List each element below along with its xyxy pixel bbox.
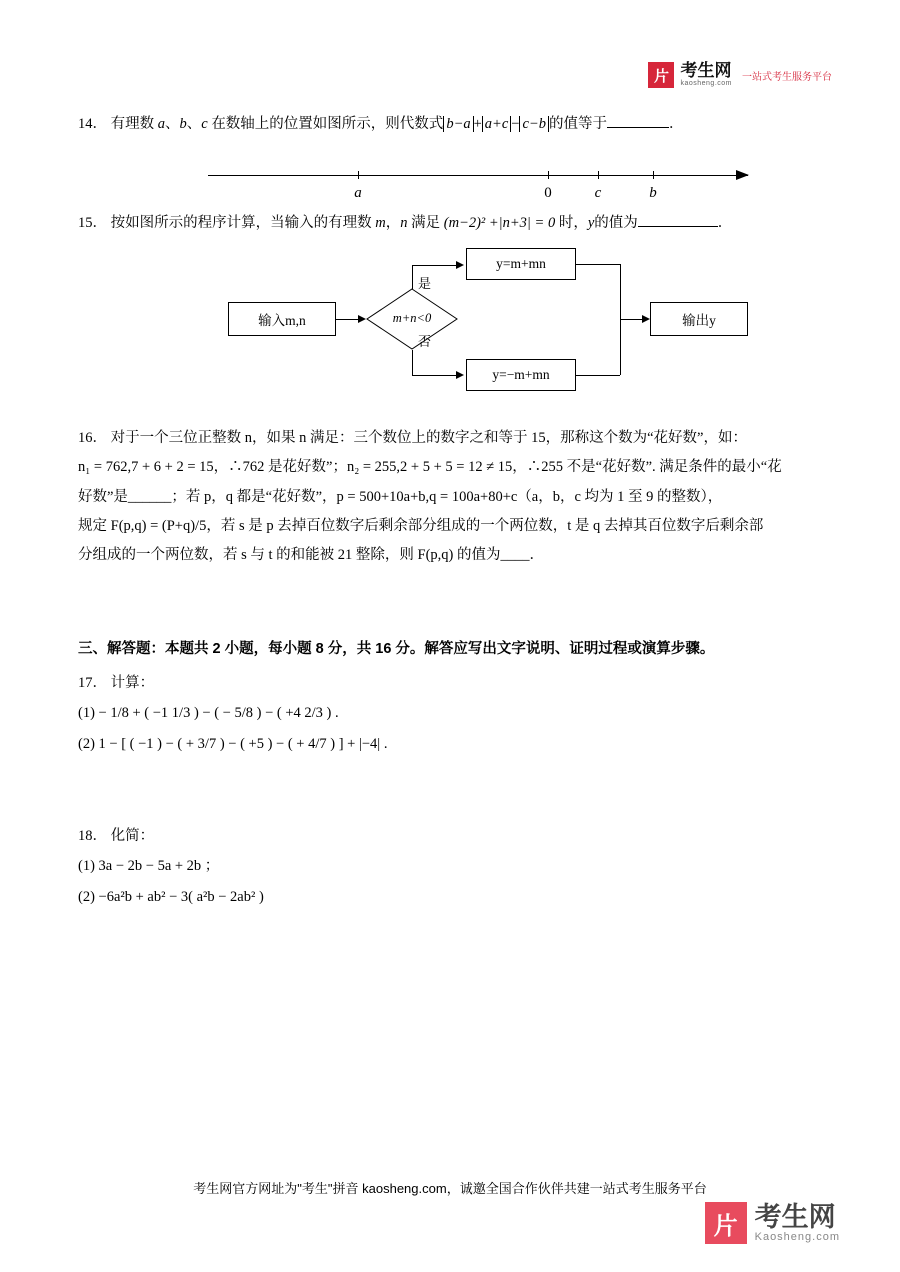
flowchart-no-label: 否 — [418, 333, 432, 349]
document-content — [78, 112, 830, 912]
question-15-comma: ， — [385, 215, 401, 232]
logo-pinyin: kaosheng.com — [680, 80, 732, 87]
question-18-item-2: (2) −6a²b + ab² − 3( a²b − 2ab² ) — [78, 888, 264, 905]
flowchart-line-input-decision — [336, 319, 360, 320]
question-16-line-1 — [78, 426, 830, 451]
logo-tagline: 一站式考生服务平台 — [742, 71, 832, 83]
flowchart-line-yes-merge — [576, 264, 620, 265]
question-16-line-2 — [78, 455, 830, 480]
question-15-number: 15． — [78, 215, 107, 232]
question-15-var-y: y — [587, 215, 595, 232]
number-line-tick-a — [358, 171, 359, 179]
question-16-text-line-1: 对于一个三位正整数 n，如果 n 满足：三个数位上的数字之和等于 15，那称这个数为“花好数”，如： — [110, 429, 747, 446]
flowchart-arrow-input-decision-icon — [358, 315, 366, 323]
flowchart-line-no-vertical — [412, 350, 413, 375]
question-17-label: 计算： — [110, 674, 155, 691]
question-14-text-2: 在数轴上的位置如图所示，则代数式 — [211, 116, 444, 132]
question-14-text-3: 的值等于 — [548, 116, 607, 132]
flowchart-yes-label: 是 — [418, 275, 432, 291]
question-14-minus: − — [511, 116, 520, 132]
question-14-number: 14． — [78, 116, 107, 132]
question-16-line-3 — [78, 485, 830, 510]
question-17-number: 17． — [78, 674, 107, 691]
question-15-var-n: n — [400, 215, 408, 232]
question-15-period: ． — [717, 215, 733, 232]
flowchart-arrow-no-icon — [456, 371, 464, 379]
number-line-label-c: c — [594, 185, 602, 202]
question-16-line-5 — [78, 543, 830, 568]
header-logo — [648, 62, 832, 89]
number-line-axis — [208, 175, 748, 202]
flowchart-decision-label: m+n<0 — [392, 311, 432, 326]
footer-logo — [705, 1202, 840, 1244]
question-16-text-line-3: 好数”是______；若 p，q 都是“花好数”，p = 500+10a+b,q = 100a+80+c（a，b，c 均为 1 至 9 的整数）， — [78, 488, 723, 505]
question-16 — [78, 426, 830, 569]
question-18-header — [78, 821, 830, 851]
logo-mark-icon: 片 — [648, 62, 674, 88]
question-14-plus: + — [473, 116, 482, 132]
footer-logo-sub: Kaosheng.com — [754, 1230, 840, 1243]
question-17-header — [78, 668, 830, 698]
question-14-sep1: 、 — [165, 116, 180, 132]
question-18-label: 化简： — [110, 827, 155, 844]
question-18-number: 18． — [78, 827, 107, 844]
question-14-var-a: a — [157, 116, 165, 132]
flowchart-yes-box: y=m+mn — [466, 248, 576, 280]
flowchart-arrow-output-icon — [642, 315, 650, 323]
number-line-tick-c — [598, 171, 599, 179]
question-15-text-2: 满足 — [411, 215, 441, 232]
question-14-expr-2: a+c — [482, 116, 511, 132]
question-14-figure — [78, 143, 830, 201]
question-15-text-1: 按如图所示的程序计算，当输入的有理数 — [110, 215, 372, 232]
question-16-text-line-4: 规定 F(p,q) = (P+q)/5，若 s 是 p 去掉百位数字后剩余部分组成的一个两位数，t 是 q 去掉其百位数字后剩余部 — [78, 517, 764, 534]
flowchart-decision-node — [366, 288, 458, 350]
question-14-expr-3: c−b — [519, 116, 548, 132]
question-15-answer-blank[interactable] — [638, 226, 718, 227]
question-14-period: ． — [668, 116, 684, 132]
flowchart-input-box: 输入m,n — [228, 302, 336, 336]
footer-logo-name: 考生网 — [754, 1201, 836, 1232]
flowchart-line-yes-horizontal — [412, 265, 458, 266]
question-16-text-line-5: 分组成的一个两位数，若 s 与 t 的和能被 21 整除，则 F(p,q) 的值为____． — [78, 547, 545, 564]
question-15-text-4: 的值为 — [594, 215, 638, 232]
flowchart-line-no-horizontal — [412, 375, 458, 376]
question-14-var-b: b — [179, 116, 187, 132]
footer-logo-mark-icon: 片 — [705, 1202, 747, 1244]
footer-text: 考生网官方网址为"考生"拼音 kaosheng.com，诚邀全国合作伙伴共建一站式考生服务平台 — [193, 1181, 707, 1196]
question-15 — [78, 211, 830, 236]
number-line-tick-b — [653, 171, 654, 179]
question-14-answer-blank[interactable] — [607, 127, 669, 128]
flowchart-line-no-merge — [576, 375, 620, 376]
flowchart-arrow-yes-icon — [456, 261, 464, 269]
question-14-text-1: 有理数 — [110, 116, 155, 132]
question-15-var-m: m — [375, 215, 386, 232]
question-14 — [78, 112, 830, 137]
question-15-flowchart — [78, 245, 830, 420]
question-17-item-1: (1) − 1/8 + ( −1 1/3 ) − ( − 5/8 ) − ( +4 2/3 ) . — [78, 705, 339, 722]
question-15-expression: (m−2)² +|n+3| = 0 — [443, 215, 556, 232]
number-line-label-a: a — [354, 185, 362, 202]
question-15-text-3: 时， — [558, 215, 588, 232]
flowchart-line-yes-vertical — [412, 265, 413, 289]
section-3 — [78, 637, 830, 913]
question-16-line-4 — [78, 514, 830, 539]
section-3-title: 三、解答题：本题共 2 小题，每小题 8 分，共 16 分。解答应写出文字说明、证明过程或演算步骤。 — [78, 640, 715, 657]
flowchart-no-box: y=−m+mn — [466, 359, 576, 391]
flowchart-output-box: 输出y — [650, 302, 748, 336]
question-14-sep2: 、 — [186, 116, 202, 132]
number-line-tick-0 — [548, 171, 549, 179]
question-18-item-1: (1) 3a − 2b − 5a + 2b ； — [78, 858, 220, 875]
number-line-label-b: b — [649, 185, 657, 202]
question-16-number: 16． — [78, 429, 107, 446]
number-line-arrow-icon — [736, 170, 749, 180]
number-line-label-0: 0 — [544, 185, 552, 202]
question-17-item-2: (2) 1 − [ ( −1 ) − ( + 3/7 ) − ( +5 ) − ( + 4/7 ) ] + |−4| . — [78, 735, 388, 752]
question-14-expr-1: b−a — [443, 116, 473, 132]
logo-name: 考生网 — [680, 61, 732, 80]
question-14-var-c: c — [201, 116, 208, 132]
question-16-text-line-2: n₁ = 762,7 + 6 + 2 = 15，∴762 是花好数”；n₂ = 255,2 + 5 + 5 = 12 ≠ 15，∴255 不是“花好数”. 满足条件的最小“花 — [78, 459, 782, 476]
